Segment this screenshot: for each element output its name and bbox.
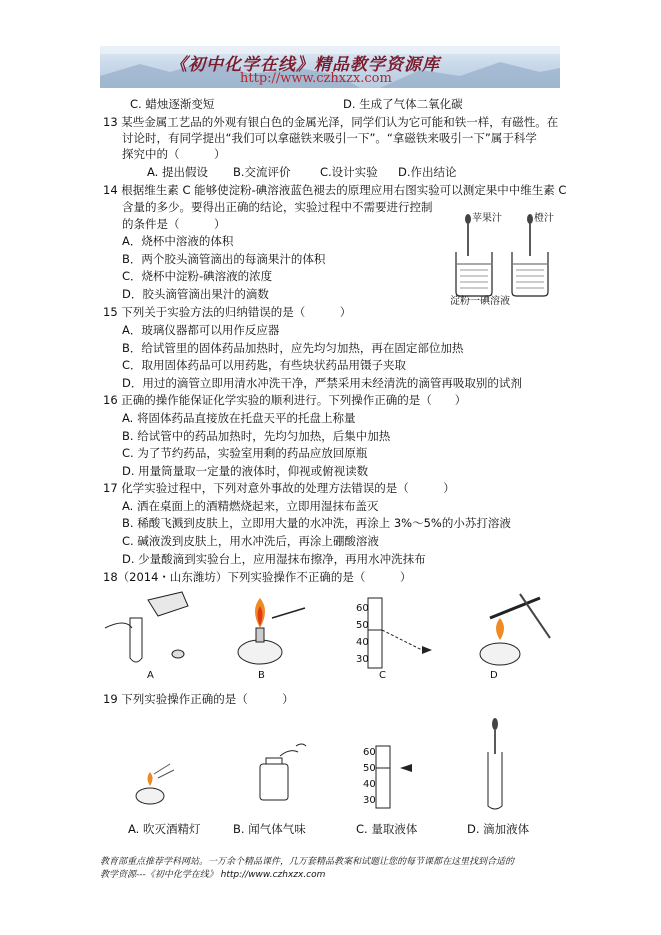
q19-tick-40: 40	[363, 779, 376, 790]
q14-label-orange-juice: 橙汁	[534, 213, 554, 224]
q18-cyl-placeholder	[110, 654, 124, 668]
q14-option-d: D．胶头滴管滴出果汁的滴数	[122, 287, 269, 301]
q17-option-b: B. 稀酸飞溅到皮肤上，立即用大量的水冲洗，再涂上 3%～5%的小苏打溶液	[122, 516, 511, 530]
q14-option-c: C．烧杯中淀粉-碘溶液的浓度	[122, 269, 273, 283]
q14-stem-line3: 的条件是（ ）	[122, 217, 226, 231]
banner-url[interactable]: http://www.czhxzx.com	[240, 71, 392, 86]
q15-option-d: D．用过的滴管立即用清水冲洗干净，严禁采用未经清洗的滴管再吸取别的试剂	[122, 376, 522, 390]
q13-option-d: D.作出结论	[398, 165, 457, 179]
q15-stem: 15 下列关于实验方法的归纳错误的是（ ）	[103, 305, 352, 319]
q18-tick-50: 50	[356, 620, 369, 631]
q19-label-b: B. 闻气体气味	[233, 822, 306, 836]
q18-fig-b-lamp	[238, 598, 305, 664]
q16-option-b: B. 给试管中的药品加热时，先均匀加热，后集中加热	[122, 429, 391, 443]
q13-stem-line1: 13 某些金属工艺品的外观有银白色的金属光泽，同学们认为它可能和铁一样，有磁性。在	[103, 115, 559, 129]
q19-label-d: D. 滴加液体	[467, 822, 530, 836]
q19-fig-a-blow-lamp	[136, 764, 174, 804]
footer-url-link[interactable]: http://www.czhxzx.com	[220, 870, 326, 880]
q18-fig-c-cylinder	[368, 598, 432, 668]
page-footer	[100, 856, 570, 882]
q19-fig-d-dropper	[488, 718, 502, 809]
q15-option-a: A．玻璃仪器都可以用作反应器	[122, 323, 280, 337]
q13-option-c: C.设计实验	[320, 165, 378, 179]
q16-option-c: C. 为了节约药品，实验室用剩的药品应放回原瓶	[122, 446, 368, 460]
footer-site-name: 教学资源---《初中化学在线》	[100, 870, 218, 880]
q15-option-c: C．取用固体药品可以用药匙，有些块状药品用镊子夹取	[122, 358, 407, 372]
q16-option-d: D. 用量筒量取一定量的液体时，仰视或俯视读数	[122, 464, 369, 478]
q14-option-b: B．两个胶头滴管滴出的每滴果汁的体积	[122, 252, 326, 266]
q18-tick-40: 40	[356, 637, 369, 648]
q17-option-d: D. 少量酸滴到实验台上，应用湿抹布擦净，再用水冲洗抹布	[122, 552, 426, 566]
header-banner	[100, 46, 560, 88]
q14-label-apple-juice: 苹果汁	[472, 213, 502, 224]
q19-tick-60: 60	[363, 747, 376, 758]
q13-stem-line2: 讨论时，有同学提出“我们可以拿磁铁来吸引一下”。“拿磁铁来吸引一下”属于科学	[122, 131, 537, 145]
q18-fig-a-pouring	[105, 592, 188, 662]
q14-stem-line2: 含量的多少。要得出正确的结论，实验过程中不需要进行控制	[122, 200, 433, 214]
q18-label-d: D	[490, 670, 498, 681]
q17-option-c: C. 碱液泼到皮肤上，用水冲洗后，再涂上硼酸溶液	[122, 534, 379, 548]
banner-title: 《初中化学在线》精品教学资源库	[170, 55, 440, 75]
footer-line1: 教育部重点推荐学科网站。一万余个精品课件，几万套精品教案和试题让您的每节课都在这里找到合适的	[100, 857, 515, 867]
footer-line2	[100, 869, 570, 882]
q18-fig-d-heating	[480, 594, 550, 665]
q14-beaker-figure	[448, 204, 560, 307]
q18-label-c: C	[379, 670, 386, 681]
q17-stem: 17 化学实验过程中，下列对意外事故的处理方法错误的是（ ）	[103, 481, 455, 495]
q18-label-a: A	[147, 670, 154, 681]
q14-stem-line1: 14 根据维生素 C 能够使淀粉-碘溶液蓝色褪去的原理应用右图实验可以测定果中中维生素 C	[103, 183, 567, 197]
q13-option-a: A. 提出假设	[147, 165, 208, 179]
q18-tick-60: 60	[356, 603, 369, 614]
q16-stem: 16 正确的操作能保证化学实验的顺利进行。下列操作正确的是（ ）	[103, 393, 467, 407]
q13-stem-line3: 探究中的（ ）	[122, 147, 226, 161]
q18-tick-30: 30	[356, 654, 369, 665]
q15-option-b: B．给试管里的固体药品加热时，应先均匀加热，再在固定部位加热	[122, 341, 464, 355]
q19-fig-b-smell-gas	[260, 744, 306, 800]
q17-option-a: A. 洒在桌面上的酒精燃烧起来，立即用湿抹布盖灭	[122, 499, 379, 513]
q19-tick-30: 30	[363, 795, 376, 806]
q16-option-a: A. 将固体药品直接放在托盘天平的托盘上称量	[122, 411, 356, 425]
q13-option-b: B.交流评价	[233, 165, 291, 179]
q14-option-a: A．烧杯中溶液的体积	[122, 234, 234, 248]
q12-option-d: D. 生成了气体二氧化碳	[343, 97, 463, 111]
q19-stem: 19 下列实验操作正确的是（ ）	[103, 692, 294, 706]
q18-stem: 18（2014・山东潍坊）下列实验操作不正确的是（ ）	[103, 570, 412, 584]
q19-fig-c-cylinder	[376, 746, 412, 808]
q12-option-c: C. 蜡烛逐渐变短	[130, 97, 215, 111]
q19-label-a: A. 吹灭酒精灯	[128, 822, 201, 836]
q18-figures	[100, 588, 570, 678]
q19-figures	[120, 712, 540, 812]
q19-label-c: C. 量取液体	[356, 822, 418, 836]
q18-label-b: B	[258, 670, 265, 681]
q14-label-starch-iodine: 淀粉一碘溶液	[450, 296, 510, 307]
q19-tick-50: 50	[363, 763, 376, 774]
